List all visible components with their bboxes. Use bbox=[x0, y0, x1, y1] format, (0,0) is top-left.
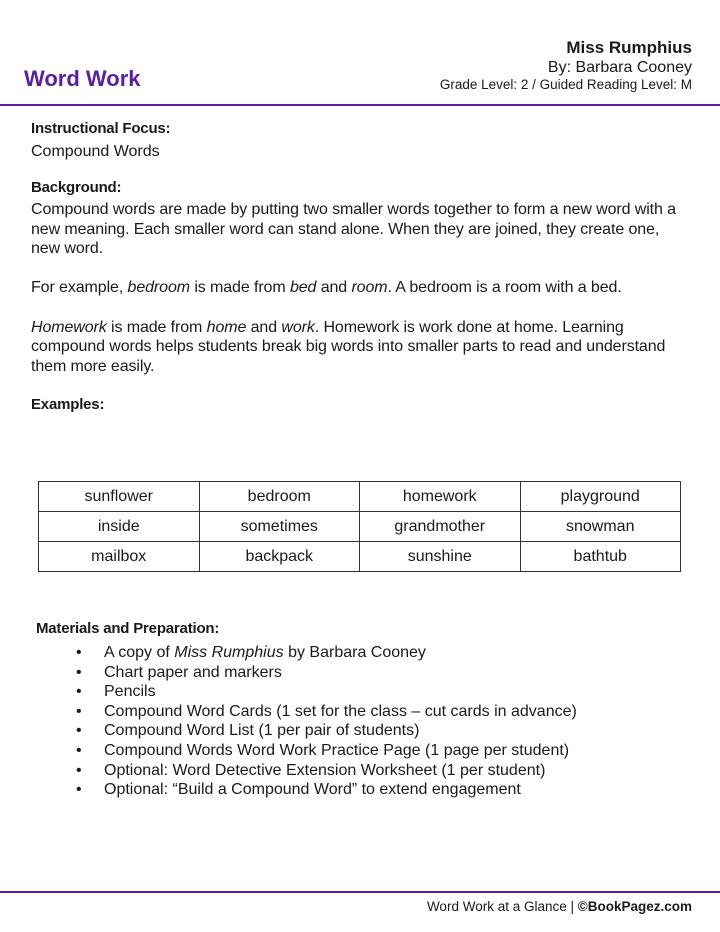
text-run: is made from bbox=[106, 318, 207, 336]
table-cell: grandmother bbox=[360, 512, 521, 542]
materials-heading: Materials and Preparation: bbox=[36, 620, 220, 637]
table-cell: inside bbox=[39, 512, 200, 542]
instructional-focus-heading: Instructional Focus: bbox=[31, 120, 171, 137]
background-paragraph-1: Compound words are made by putting two smaller words together to form a new word with a new meaning. Each smaller word can stand alone. When they are joined, they create one, new word. bbox=[31, 201, 676, 258]
list-item-text: Pencils bbox=[104, 683, 156, 701]
table-cell: sometimes bbox=[199, 512, 360, 542]
book-title-italic: Miss Rumphius bbox=[174, 644, 284, 661]
bullet: • bbox=[76, 722, 82, 740]
list-item bbox=[36, 663, 696, 683]
list-item bbox=[36, 721, 696, 741]
table-row bbox=[39, 482, 681, 512]
table-cell: snowman bbox=[520, 512, 681, 542]
examples-heading: Examples: bbox=[31, 396, 105, 414]
text-run: and bbox=[246, 318, 282, 336]
list-item-text: Compound Word List (1 per pair of students) bbox=[104, 722, 420, 740]
italic-word: home bbox=[206, 318, 247, 336]
bullet: • bbox=[76, 644, 82, 661]
materials-section bbox=[36, 620, 696, 800]
table-cell: bathtub bbox=[520, 542, 681, 572]
reading-level: Grade Level: 2 / Guided Reading Level: M bbox=[439, 77, 692, 92]
bullet: • bbox=[76, 761, 82, 779]
instructional-focus-value: Compound Words bbox=[31, 143, 160, 160]
list-item-text: Optional: Word Detective Extension Worksheet (1 per student) bbox=[104, 761, 546, 779]
bullet: • bbox=[76, 741, 82, 759]
italic-word: Homework bbox=[31, 318, 107, 336]
list-item-text: Chart paper and markers bbox=[104, 663, 282, 681]
italic-word: room bbox=[351, 279, 388, 297]
italic-word: bedroom bbox=[127, 279, 190, 297]
book-author: By: Barbara Cooney bbox=[547, 59, 692, 76]
background-heading: Background: bbox=[31, 179, 122, 196]
bullet: • bbox=[76, 781, 82, 799]
italic-word: work bbox=[281, 318, 315, 336]
text-run: is made from bbox=[189, 279, 290, 297]
list-item bbox=[36, 702, 696, 722]
examples-table bbox=[38, 481, 681, 572]
table-cell: backpack bbox=[199, 542, 360, 572]
footer-divider bbox=[0, 891, 720, 893]
main-content bbox=[31, 120, 691, 413]
list-item bbox=[36, 741, 696, 761]
text-run: . A bedroom is a room with a bed. bbox=[387, 279, 622, 297]
footer-text: Word Work at a Glance | bbox=[426, 899, 578, 914]
footer-brand: ©BookPagez.com bbox=[577, 899, 692, 914]
list-item-text: Compound Word Cards (1 set for the class – cut cards in advance) bbox=[104, 702, 577, 720]
text-run: A copy of bbox=[104, 644, 175, 661]
table-cell: playground bbox=[520, 482, 681, 512]
table-cell: bedroom bbox=[199, 482, 360, 512]
list-item-text: Compound Words Word Work Practice Page (1 page per student) bbox=[104, 741, 570, 759]
background-paragraph-2 bbox=[31, 278, 691, 298]
table-cell: mailbox bbox=[39, 542, 200, 572]
table-cell: sunshine bbox=[360, 542, 521, 572]
list-item bbox=[36, 780, 696, 800]
text-run: For example, bbox=[31, 279, 128, 297]
text-run: and bbox=[316, 279, 352, 297]
materials-list bbox=[36, 643, 696, 800]
bullet: • bbox=[76, 663, 82, 681]
list-item bbox=[36, 643, 696, 663]
book-info bbox=[440, 38, 692, 93]
italic-word: bed bbox=[289, 279, 317, 297]
footer bbox=[427, 899, 692, 914]
text-run: by Barbara Cooney bbox=[283, 644, 426, 661]
background-paragraph-3 bbox=[31, 318, 691, 377]
text-run: . Homework is work done at home. Learning compound words helps students break big words into smaller parts to read and understand them more easily. bbox=[31, 318, 666, 375]
table-row bbox=[39, 542, 681, 572]
bullet: • bbox=[76, 683, 82, 701]
table-cell: homework bbox=[360, 482, 521, 512]
table-row bbox=[39, 512, 681, 542]
page-title: Word Work bbox=[24, 66, 141, 91]
header-divider bbox=[0, 104, 720, 106]
table-cell: sunflower bbox=[39, 482, 200, 512]
list-item-text: Optional: “Build a Compound Word” to extend engagement bbox=[104, 781, 521, 799]
book-title: Miss Rumphius bbox=[566, 38, 692, 57]
list-item bbox=[36, 682, 696, 702]
bullet: • bbox=[76, 702, 82, 720]
list-item bbox=[36, 761, 696, 781]
